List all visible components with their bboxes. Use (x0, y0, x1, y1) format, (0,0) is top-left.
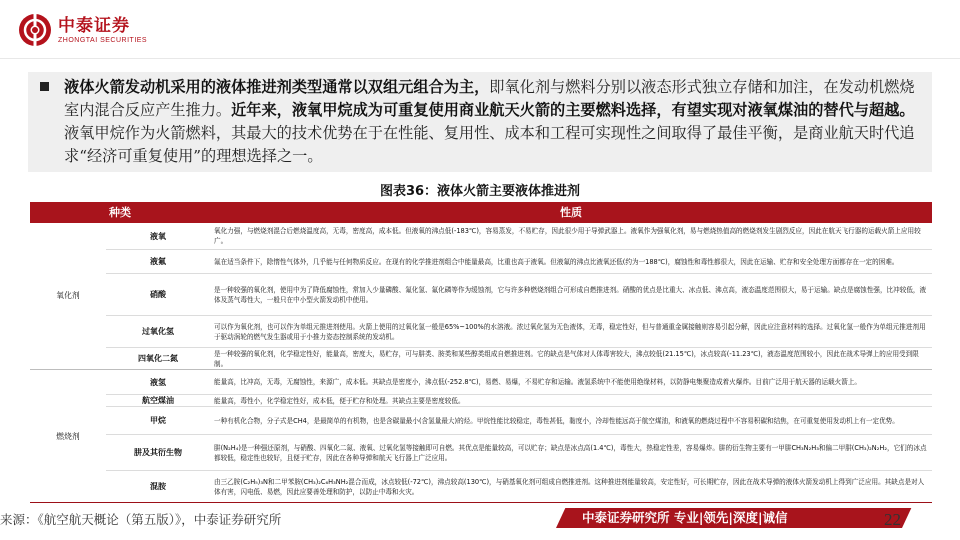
table-row (106, 347, 932, 369)
group-label-fuel: 燃烧剂 (56, 431, 80, 441)
header-divider (0, 58, 960, 59)
row-desc: 氟在适当条件下，除惰性气体外，几乎能与任何物质反应。在现有的化学推进剂组合中能量最高，比重也高于液氧。但液氟的沸点比液氧还低(约为一188℃)，腐蚀性和毒性都很大，因此在运输、贮存和安全处理方面都存在一定的困难。 (214, 257, 899, 266)
table-row (106, 315, 932, 347)
row-desc: 是一种较强的氧化剂，使用中为了降低腐蚀性，常加入少量磷酸、氟化氢、氟化磷等作为缓蚀剂，它与许多种燃烧剂组合可形成自燃推进剂。硝酸的优点是比重大、冰点低、沸点高，液态温度范围很大，易于运输。缺点是腐蚀性强，比冲较低，液体及蒸气毒性大，一般只在中小型火箭发动机中使用。 (214, 285, 927, 304)
summary-text (64, 76, 922, 168)
row-name: 航空煤油 (142, 396, 174, 405)
summary-bold-1: 液体火箭发动机采用的液体推进剂类型通常以双组元组合为主， (64, 78, 490, 96)
square-bullet-icon (40, 82, 49, 91)
row-desc: 能量高，比冲高，无毒，无腐蚀性，来源广，成本低。其缺点是密度小，沸点低(-252.8℃)，易燃、易爆，不易贮存和运输。液氢系统中不能使用绝缘材料，以防静电集聚造成着火爆炸。目前广泛用于航天器的运载火箭上。 (214, 378, 862, 386)
row-name: 肼及其衍生物 (134, 448, 182, 457)
page-number: 22 (884, 510, 901, 529)
column-header-kind: 种类 (109, 206, 131, 219)
row-name: 硝酸 (150, 290, 166, 299)
table-row (106, 406, 932, 434)
row-desc: 一种有机化合物，分子式是CH4，是最简单的有机物，也是含碳量最小(含氢量最大)的烃。甲烷性能比较稳定，毒性甚低，黏度小，冷却性能远高于航空煤油，和液氧的燃烧过程中不容易积碳和结焦，在可重复使用发动机上有一定优势。 (214, 416, 899, 425)
header (0, 0, 960, 60)
source-note: 来源：《航空航天概论（第五版）》，中泰证券研究所 (0, 512, 282, 527)
row-desc: 由三乙胺(C₂H₅)₃N和二甲苯胺(CH₃)₂C₆H₃NH₂混合而成，冰点较低(-72℃)，沸点较高(130℃)，与硝基氧化剂可组成自燃推进剂。这种推进剂能量较高，安定性好，可长期贮存，因此在战术导弹的液体火箭发动机上得到广泛应用。其缺点是对人体有害，闪电低、易燃，因此应要善处理和防护，以防止中毒和火灾。 (214, 477, 925, 496)
table-row (106, 249, 932, 273)
row-desc: 氧化力强，与燃烧剂混合后燃烧温度高，无毒，密度高，成本低。但液氧的沸点低(-183℃)，容易蒸发，不易贮存，因此很少用于导弹武器上。液氧作为强氧化剂，易与燃烧热值高的燃烧剂发生剧烈反应，因此在航天飞行器的运载火箭上应用较广。 (214, 227, 921, 245)
row-name: 四氧化二氮 (138, 354, 178, 363)
group-label-oxidizer: 氧化剂 (56, 291, 80, 300)
propellant-table (30, 202, 932, 503)
brand-logo (18, 10, 148, 50)
row-desc: 肼(N₂H₄)是一种强还原剂，与硝酸、四氧化二氮、液氧、过氧化氢等接触即可自燃。其优点是能量较高，可以贮存；缺点是冰点高(1.4℃)，毒性大，热稳定性差，容易爆炸。肼的衍生物主要有一甲肼CH₃N₂H₃和偏二甲肼(CH₃)₂N₂H₂，它们的冰点都较低，稳定性也较好，且便于贮存，因此在各种导弹和航天飞行器上广泛应用。 (214, 443, 927, 462)
figure-title: 图表36：液体火箭主要液体推进剂 (379, 184, 581, 199)
table-row (106, 223, 932, 249)
row-desc: 是一种较强的氧化剂，化学稳定性好，能量高，密度大，易贮存，可与肼类、胺类和某些醇类组成自燃推进剂。它的缺点是气体对人体毒害较大，沸点较低(21.15℃)，冰点较高(-11.23℃)，液态温度范围较小，因此在战术导弹上的应用受到限制。 (214, 349, 919, 368)
column-header-property: 性质 (560, 206, 582, 219)
table-header (30, 202, 932, 223)
row-name: 混胺 (150, 482, 166, 491)
summary-normal-1: 即氧化剂与燃料分别以液态形式独立存储和加注，在发动机燃烧室内混合反应产生推力。 (64, 78, 915, 119)
table-row (106, 394, 932, 406)
table-row (106, 370, 932, 394)
row-name: 液氟 (150, 257, 166, 266)
row-desc: 可以作为氧化剂，也可以作为单组元推进剂使用。火箭上使用的过氧化氢一般是65%~100%的水溶液。浓过氧化氢为无色液体，无毒，稳定性好，但与普通重金属接触则容易引起分解，因此应注意材料的选择。过氧化氢一般作为单组元推进剂用于驱动涡轮的燃气发生器或用于小推力姿态控制系统的发动机。 (214, 322, 926, 341)
summary-bold-2: 近年来，液氧甲烷成为可重复使用商业航天火箭的主要燃料选择，有望实现对液氧煤油的替代与超越。 (231, 101, 915, 119)
footer-slogan: 中泰证券研究所 专业|领先|深度|诚信 (582, 510, 788, 525)
table-row (106, 273, 932, 315)
table-row (106, 434, 932, 470)
row-name: 过氧化氢 (142, 327, 174, 336)
row-desc: 能量高，毒性小，化学稳定性好，成本低，便于贮存和处理。其缺点主要是密度较低。 (214, 396, 465, 405)
row-name: 液氧 (150, 231, 166, 241)
summary-normal-2: 液氧甲烷作为火箭燃料，其最大的技术优势在于在性能、复用性、成本和工程可实现性之间取得了最佳平衡，是商业航天时代追求“经济可重复使用”的理想选择之一。 (64, 124, 915, 165)
brand-name-en: ZHONGTAI SECURITIES (58, 36, 148, 44)
row-name: 甲烷 (150, 416, 166, 425)
zhongtai-logo-icon (18, 13, 52, 47)
brand-name-cn: 中泰证券 (58, 15, 130, 36)
table-row (106, 470, 932, 502)
summary-box (28, 72, 932, 172)
row-name: 液氢 (150, 377, 166, 387)
